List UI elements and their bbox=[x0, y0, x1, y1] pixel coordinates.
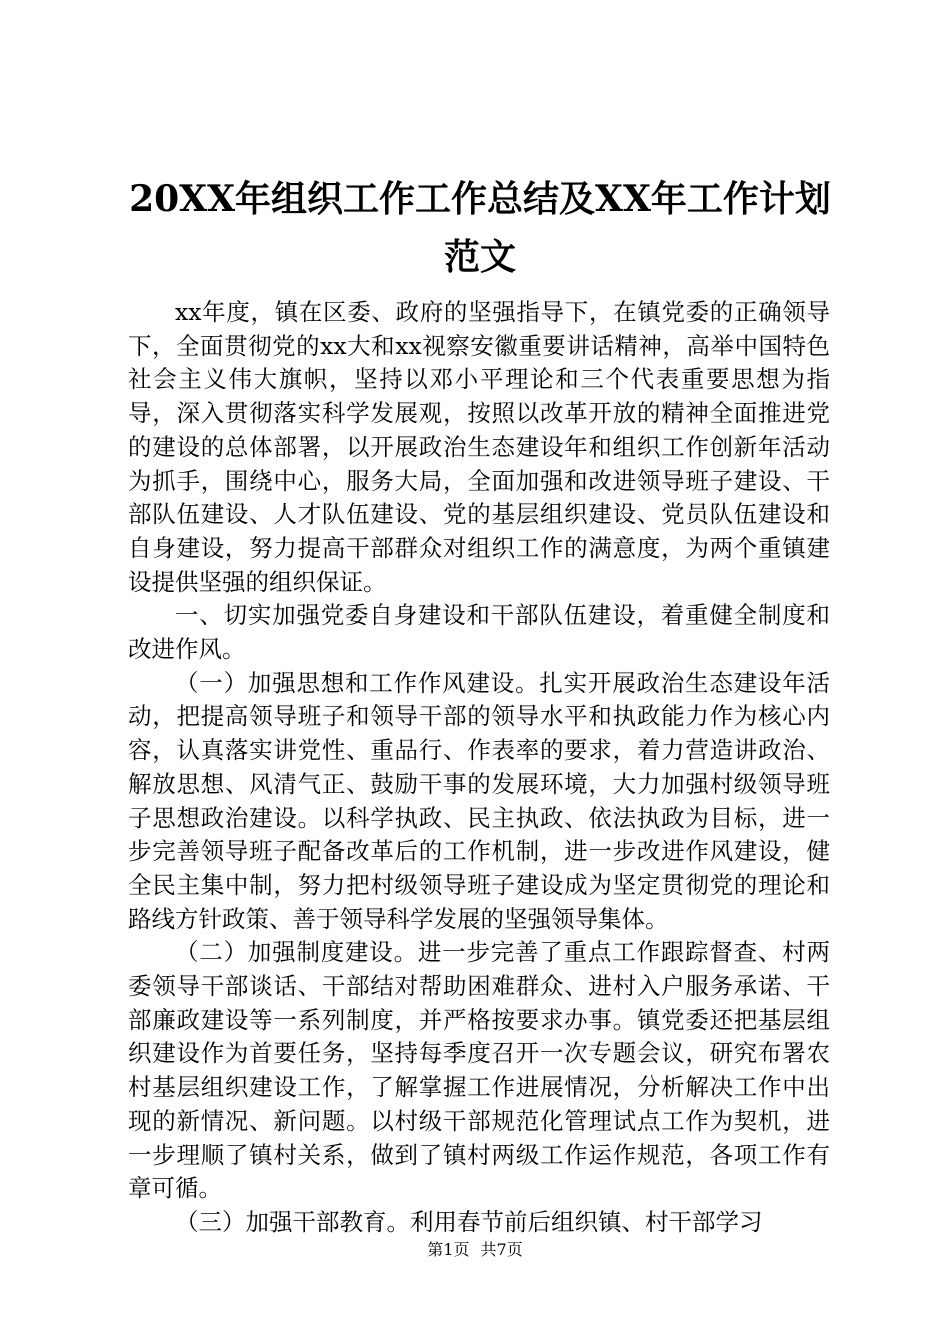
page-footer bbox=[0, 1240, 950, 1260]
page-total: 共7页 bbox=[480, 1240, 523, 1259]
document-body bbox=[128, 296, 830, 1240]
paragraph-intro: xx年度，镇在区委、政府的坚强指导下，在镇党委的正确领导下，全面贯彻党的xx大和xx视察安徽重要讲话精神，高举中国特色社会主义伟大旗帜，坚持以邓小平理论和三个代表重要思想为指导，深入贯彻落实科学发展观，按照以改革开放的精神全面推进党的建设的总体部署，以开展政治生态建设年和组织工作创新年活动为抓手，围绕中心，服务大局，全面加强和改进领导班子建设、干部队伍建设、人才队伍建设、党的基层组织建设、党员队伍建设和自身建设，努力提高干部群众对组织工作的满意度，为两个重镇建设提供坚强的组织保证。 bbox=[128, 298, 830, 596]
paragraph-subsection-2: （二）加强制度建设。进一步完善了重点工作跟踪督查、村两委领导干部谈话、干部结对帮助困难群众、进村入户服务承诺、干部廉政建设等一系列制度，并严格按要求办事。镇党委还把基层组织建设作为首要任务，坚持每季度召开一次专题会议，研究布署农村基层组织建设工作，了解掌握工作进展情况，分析解决工作中出现的新情况、新问题。以村级干部规范化管理试点工作为契机，进一步理顺了镇村关系，做到了镇村两级工作运作规范，各项工作有章可循。 bbox=[128, 938, 830, 1203]
document-title: 20XX年组织工作工作总结及XX年工作计划范文 bbox=[129, 178, 831, 278]
paragraph-section-heading-1: 一、切实加强党委自身建设和干部队伍建设，着重健全制度和改进作风。 bbox=[128, 601, 830, 664]
paragraph-subsection-3: （三）加强干部教育。利用春节前后组织镇、村干部学习 bbox=[175, 1207, 763, 1236]
paragraph-subsection-1: （一）加强思想和工作作风建设。扎实开展政治生态建设年活动，把提高领导班子和领导干部的领导水平和执政能力作为核心内容，认真落实讲党性、重品行、作表率的要求，着力营造讲政治、解放思想、风清气正、鼓励干事的发展环境，大力加强村级领导班子思想政治建设。以科学执政、民主执政、依法执政为目标，进一步完善领导班子配备改革后的工作机制，进一步改进作风建设，健全民主集中制，努力把村级领导班子建设成为坚定贯彻党的理论和路线方针政策、善于领导科学发展的坚强领导集体。 bbox=[128, 668, 830, 933]
page-number: 第1页 bbox=[427, 1240, 470, 1259]
